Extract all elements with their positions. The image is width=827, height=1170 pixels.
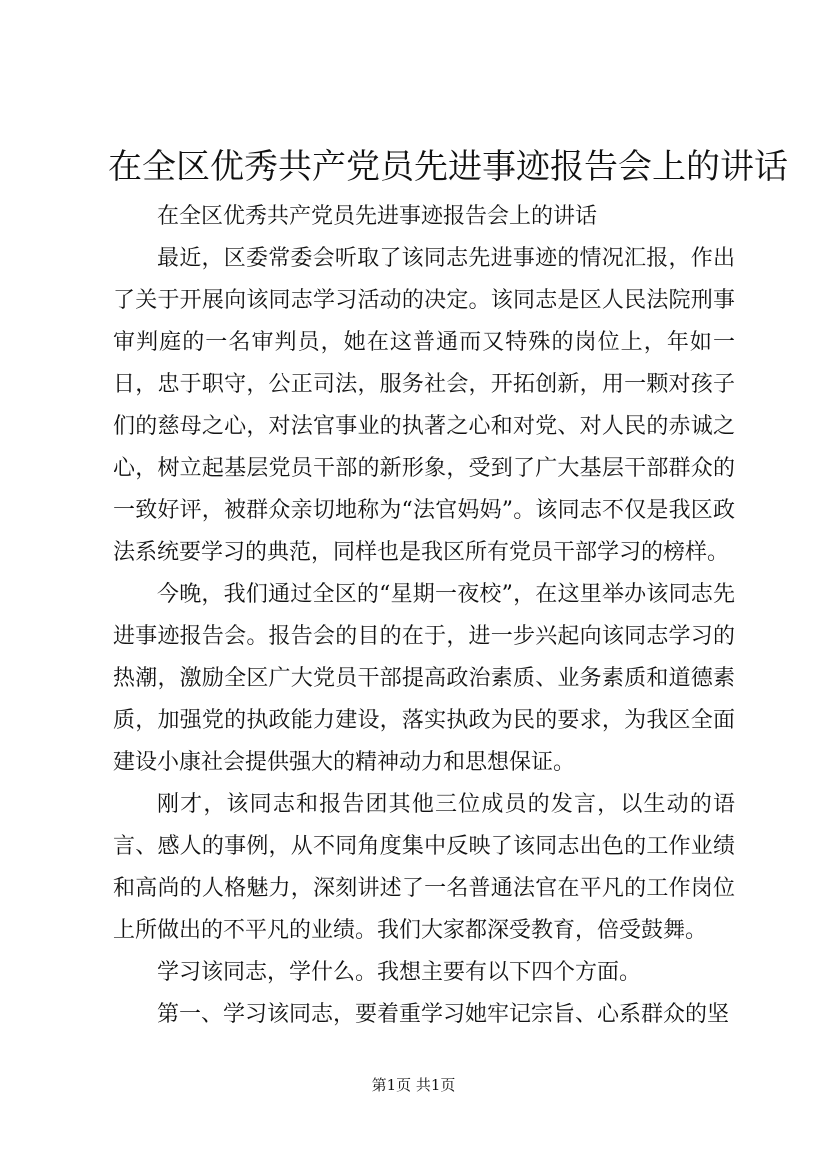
paragraph: 第一、学习该同志，要着重学习她牢记宗旨、心系群众的坚 bbox=[157, 1002, 730, 1027]
paragraph: 最近，区委常委会听取了该同志先进事迹的情况汇报，作出了关于开展向该同志学习活动的决定。该同志是区人民法院刑事审判庭的一名审判员，她在这普通而又特殊的岗位上，年如一日，忠于职守，公正司法，服务社会，开拓创新，用一颗对孩子们的慈母之心，对法官事业的执著之心和对党、对人民的赤诚之心，树立起基层党员干部的新形象，受到了广大基层干部群众的一致好评，被群众亲切地称为“法官妈妈”。该同志不仅是我区政法系统要学习的典范，同样也是我区所有党员干部学习的榜样。 bbox=[113, 246, 735, 565]
document-body bbox=[113, 196, 735, 1036]
paragraph: 学习该同志，学什么。我想主要有以下四个方面。 bbox=[157, 960, 642, 985]
paragraph: 在全区优秀共产党员先进事迹报告会上的讲话 bbox=[157, 204, 598, 229]
paragraph: 今晚，我们通过全区的“星期一夜校”，在这里举办该同志先进事迹报告会。报告会的目的在于，进一步兴起向该同志学习的热潮，激励全区广大党员干部提高政治素质、业务素质和道德素质，加强党的执政能力建设，落实执政为民的要求，为我区全面建设小康社会提供强大的精神动力和思想保证。 bbox=[113, 582, 735, 775]
paragraph: 刚才，该同志和报告团其他三位成员的发言，以生动的语言、感人的事例，从不同角度集中反映了该同志出色的工作业绩和高尚的人格魅力，深刻讲述了一名普通法官在平凡的工作岗位上所做出的不平凡的业绩。我们大家都深受教育，倍受鼓舞。 bbox=[113, 792, 735, 943]
page-footer: 第1页 共1页 bbox=[371, 1076, 456, 1094]
document-title: 在全区优秀共产党员先进事迹报告会上的讲话 bbox=[108, 147, 788, 187]
